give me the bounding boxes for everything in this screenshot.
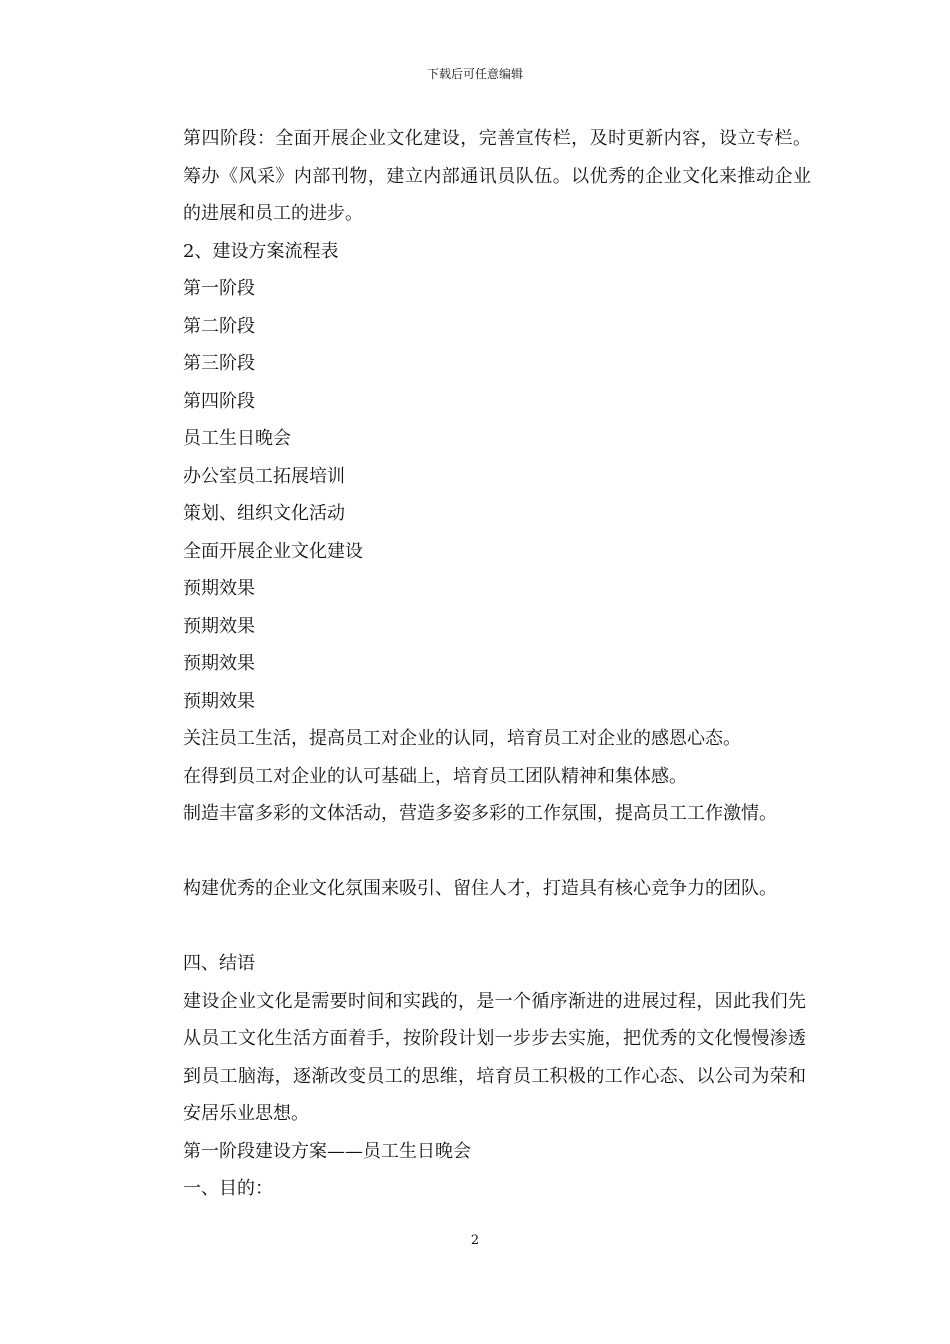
effect-label-3: 预期效果 [183,653,255,674]
activity-1: 员工生日晚会 [183,428,291,449]
activity-3: 策划、组织文化活动 [183,503,345,524]
effect-label-1: 预期效果 [183,578,255,599]
paragraph-stage-four: 第四阶段：全面开展企业文化建设，完善宣传栏，及时更新内容，设立专栏。筹办《风采》内部刊物，建立内部通讯员队伍。以优秀的企业文化来推动企业的进展和员工的进步。 [183,128,811,224]
effect-label-4: 预期效果 [183,690,255,712]
stage-3: 第三阶段 [183,353,255,374]
flow-table-title: 2、建设方案流程表 [183,240,339,262]
stage-4: 第四阶段 [183,390,255,412]
page-number: 2 [470,1233,480,1248]
activity-2: 办公室员工拓展培训 [183,465,345,487]
effect-text-3: 制造丰富多彩的文体活动，营造多姿多彩的工作氛围，提高员工工作激情。 [183,803,777,824]
page-header: 下载后可任意编辑 [426,67,523,81]
document-body [146,120,811,1208]
purpose-heading: 一、目的： [183,1178,273,1199]
effect-label-2: 预期效果 [183,615,255,637]
stage-2: 第二阶段 [183,315,255,337]
section-heading-conclusion: 四、结语 [183,953,255,974]
activity-4: 全面开展企业文化建设 [183,540,363,562]
plan-one-title: 第一阶段建设方案——员工生日晚会 [183,1140,471,1162]
effect-text-2: 在得到员工对企业的认可基础上，培育员工团队精神和集体感。 [183,765,687,787]
effect-text-1: 关注员工生活，提高员工对企业的认同，培育员工对企业的感恩心态。 [183,728,741,749]
stage-1: 第一阶段 [183,278,255,299]
paragraph-conclusion: 建设企业文化是需要时间和实践的，是一个循序渐进的进展过程，因此我们先从员工文化生活方面着手，按阶段计划一步步去实施，把优秀的文化慢慢渗透到员工脑海，逐渐改变员工的思维，培育员工积极的工作心态、以公司为荣和安居乐业思想。 [183,990,806,1124]
effect-text-4: 构建优秀的企业文化氛围来吸引、留住人才，打造具有核心竞争力的团队。 [183,878,777,899]
